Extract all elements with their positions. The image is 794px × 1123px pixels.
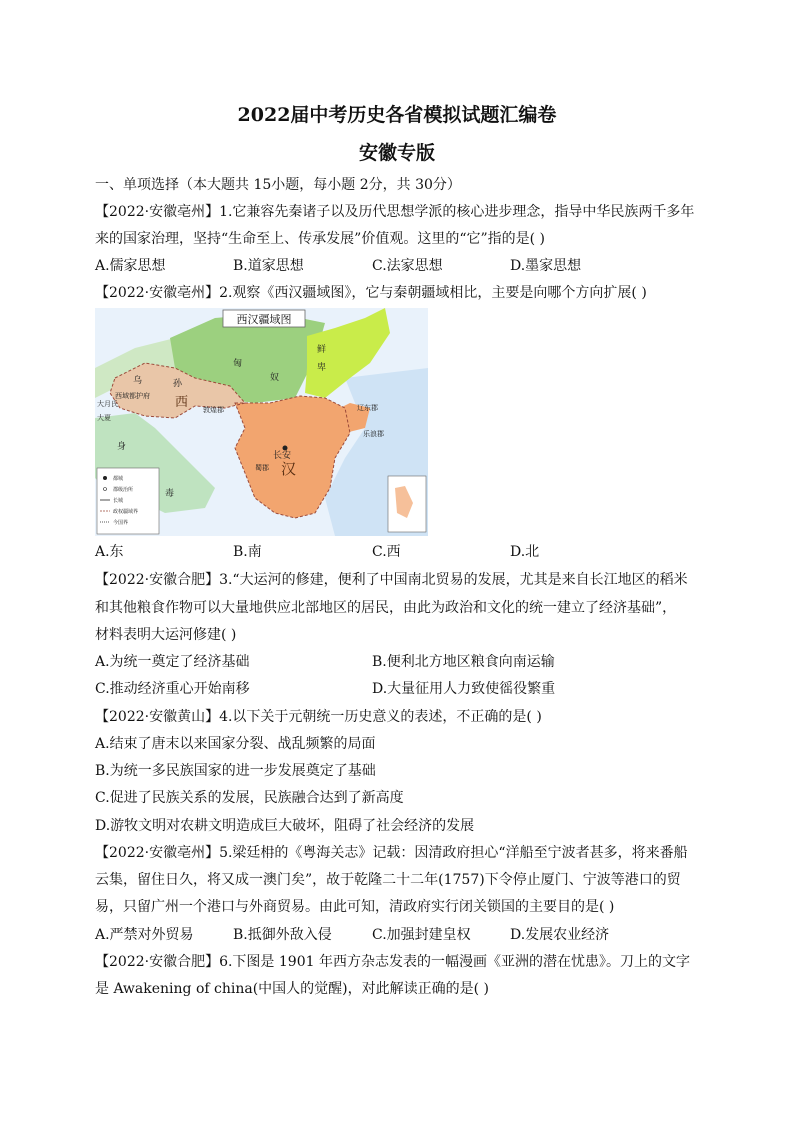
map-legend bbox=[97, 468, 159, 534]
map-label-han: 汉 bbox=[281, 460, 297, 478]
map-label-dunhuang: 敦煌郡 bbox=[203, 406, 224, 414]
map-label-duhu: 西域都护府 bbox=[115, 392, 150, 400]
map-label-daxia: 大夏 bbox=[97, 414, 111, 422]
q3-option-b: B.便利北方地区粮食向南运输 bbox=[372, 654, 555, 670]
map-label-wu: 乌 bbox=[133, 376, 143, 386]
legend-item-4: 政权疆域界 bbox=[113, 509, 139, 515]
q1-option-a: A.儒家思想 bbox=[95, 258, 166, 274]
q4-option-a: A.结束了唐末以来国家分裂、战乱频繁的局面 bbox=[95, 736, 376, 752]
map-label-bei: 卑 bbox=[317, 363, 327, 373]
page-subtitle: 安徽专版 bbox=[358, 142, 435, 164]
capital-marker-icon bbox=[283, 446, 288, 451]
page-title: 2022届中考历史各省模拟试题汇编卷 bbox=[237, 104, 557, 126]
map-label-nu: 奴 bbox=[270, 373, 280, 383]
q4-option-d: D.游牧文明对农耕文明造成巨大破坏，阻碍了社会经济的发展 bbox=[95, 818, 475, 834]
question-1-line-1: 【2022·安徽亳州】1.它兼容先秦诸子以及历代思想学派的核心进步理念，指导中华民族两千多年 bbox=[95, 204, 695, 220]
question-3-line-3: 材料表明大运河修建( ) bbox=[95, 627, 237, 643]
q4-option-c: C.促进了民族关系的发展，民族融合达到了新高度 bbox=[95, 790, 404, 806]
q5-option-b: B.抵御外敌入侵 bbox=[233, 927, 332, 943]
map-label-xiong: 匈 bbox=[233, 359, 243, 369]
question-6-line-1: 【2022·安徽合肥】6.下图是 1901 年西方杂志发表的一幅漫画《亚洲的潜在忧患》。刀上的文字 bbox=[95, 954, 690, 970]
map-label-shu: 蜀郡 bbox=[255, 464, 269, 472]
q1-option-c: C.法家思想 bbox=[372, 258, 443, 274]
q3-option-a: A.为统一奠定了经济基础 bbox=[95, 654, 250, 670]
question-3-line-2: 和其他粮食作物可以大量地供应北部地区的居民，由此为政治和文化的统一建立了经济基础”， bbox=[95, 600, 677, 616]
question-5-line-2: 云集，留住日久，将又成一澳门矣”，故于乾隆二十二年(1757)下令停止厦门、宁波等港口的贸 bbox=[95, 872, 681, 888]
q5-option-d: D.发展农业经济 bbox=[510, 927, 610, 943]
question-2-line-1: 【2022·安徽亳州】2.观察《西汉疆域图》，它与秦朝疆域相比，主要是向哪个方向扩展( ) bbox=[95, 285, 647, 301]
question-5-line-3: 易，只留广州一个港口与外商贸易。由此可知，清政府实行闭关锁国的主要目的是( ) bbox=[95, 899, 615, 915]
map-label-lelang: 乐浪郡 bbox=[363, 430, 384, 438]
q4-option-b: B.为统一多民族国家的进一步发展奠定了基础 bbox=[95, 763, 376, 779]
section-heading: 一、单项选择（本大题共 15小题，每小题 2分，共 30分） bbox=[95, 177, 461, 193]
legend-item-3: 长城 bbox=[113, 498, 124, 504]
q2-option-c: C.西 bbox=[372, 544, 401, 560]
q2-option-b: B.南 bbox=[233, 544, 262, 560]
q1-option-d: D.墨家思想 bbox=[510, 258, 582, 274]
q2-option-a: A.东 bbox=[95, 544, 124, 560]
map-label-dayue: 大月氏 bbox=[97, 400, 118, 408]
q3-option-d: D.大量征用人力致使徭役繁重 bbox=[372, 681, 556, 697]
q1-option-b: B.道家思想 bbox=[233, 258, 304, 274]
question-5-line-1: 【2022·安徽亳州】5.梁廷枏的《粤海关志》记载：因清政府担心“洋船至宁波者甚多，将来番船 bbox=[95, 845, 688, 861]
question-1-line-2: 来的国家治理，坚持“生命至上、传承发展”价值观。这里的“它”指的是( ) bbox=[95, 231, 546, 247]
question-6-line-2: 是 Awakening of china(中国人的觉醒)，对此解读正确的是( ) bbox=[95, 981, 490, 997]
map-label-shen: 身 bbox=[117, 442, 127, 452]
map-label-xi: 西 bbox=[175, 395, 189, 410]
legend-item-5: 今国界 bbox=[113, 520, 129, 526]
q2-option-d: D.北 bbox=[510, 544, 540, 560]
question-3-line-1: 【2022·安徽合肥】3.“大运河的修建，便利了中国南北贸易的发展，尤其是来自长江地区的稻米 bbox=[95, 572, 688, 588]
q5-option-a: A.严禁对外贸易 bbox=[95, 927, 194, 943]
map-label-sun: 孙 bbox=[173, 379, 183, 389]
legend-item-1: 都城 bbox=[113, 476, 124, 482]
map-title: 西汉疆域图 bbox=[236, 313, 292, 326]
legend-item-2: 郡级治所 bbox=[113, 487, 134, 493]
q3-option-c: C.推动经济重心开始南移 bbox=[95, 681, 250, 697]
map-label-du: 毒 bbox=[165, 489, 175, 499]
map-label-xian: 鲜 bbox=[317, 345, 327, 355]
map-label-changan: 长安 bbox=[273, 451, 292, 461]
question-4-line-1: 【2022·安徽黄山】4.以下关于元朝统一历史意义的表述，不正确的是( ) bbox=[95, 709, 542, 725]
q5-option-c: C.加强封建皇权 bbox=[372, 927, 471, 943]
map-label-liaodong: 辽东郡 bbox=[357, 404, 378, 412]
western-han-map bbox=[95, 308, 428, 536]
